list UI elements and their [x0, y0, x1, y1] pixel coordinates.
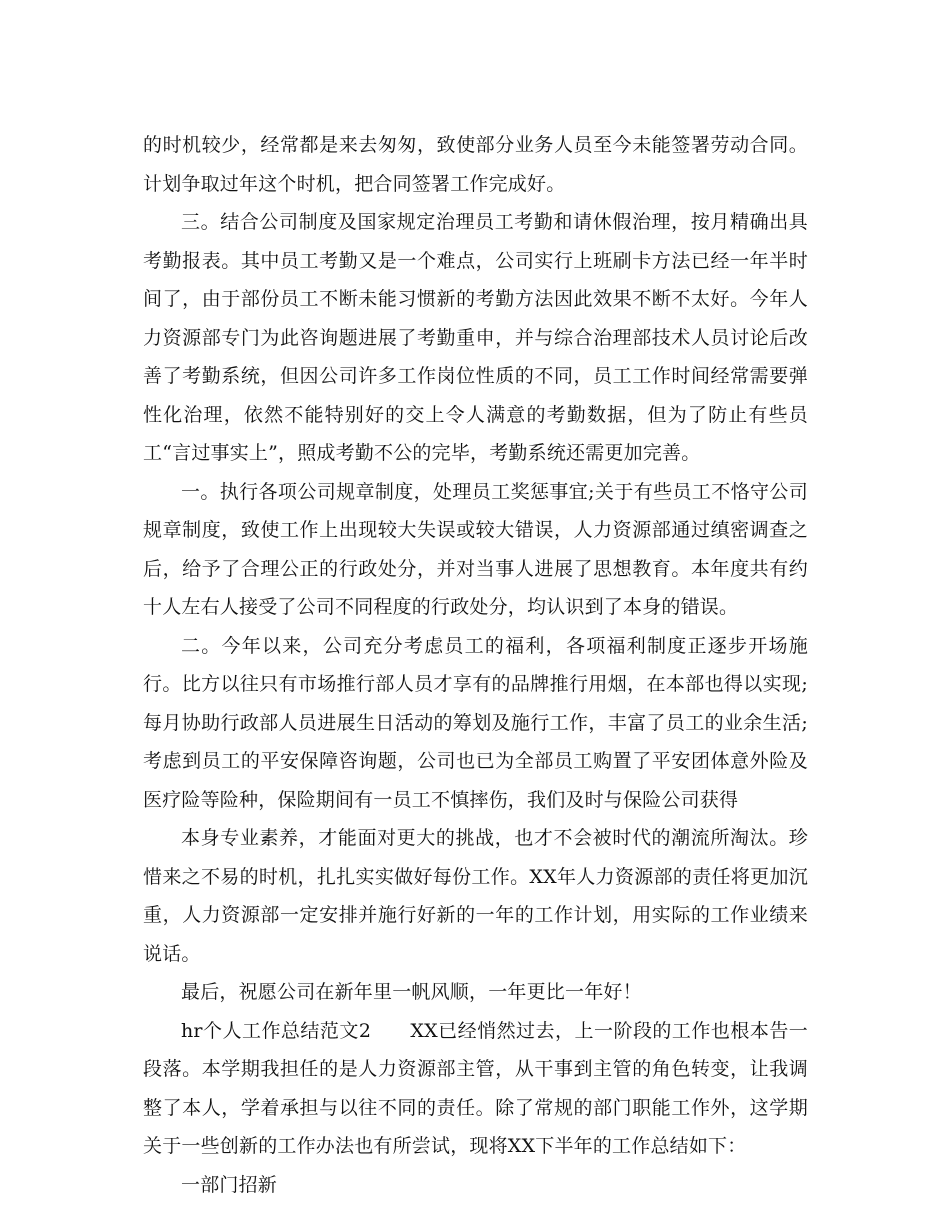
paragraph-rules: 一。执行各项公司规章制度，处理员工奖惩事宜;关于有些员工不恪守公司规章制度，致使工作上出现较大失误或较大错误，人力资源部通过缜密调查之后，给予了合理公正的行政处分，并对当事人进展了思想教育。本年度共有约十人左右人接受了公司不同程度的行政处分，均认识到了本身的错误。: [143, 480, 808, 618]
document-body: [143, 126, 808, 1204]
paragraph-attendance: 三。结合公司制度及国家规定治理员工考勤和请休假治理，按月精确出具考勤报表。其中员工考勤又是一个难点，公司实行上班刷卡方法已经一年半时间了，由于部份员工不断未能习惯新的考勤方法因此效果不断不太好。今年人力资源部专门为此咨询题进展了考勤重申，并与综合治理部技术人员讨论后改善了考勤系统，但因公司许多工作岗位性质的不同，员工工作时间经常需要弹性化治理，依然不能特别好的交上令人满意的考勤数据，但为了防止有些员工“言过事实上”，照成考勤不公的完毕，考勤系统还需更加完善。: [143, 211, 808, 464]
paragraph-continuation: 的时机较少，经常都是来去匆匆，致使部分业务人员至今未能签署劳动合同。计划争取过年这个时机，把合同签署工作完成好。: [143, 134, 808, 195]
paragraph-outlook: 本身专业素养，才能面对更大的挑战，也才不会被时代的潮流所淘汰。珍惜来之不易的时机，扎扎实实做好每份工作。XX年人力资源部的责任将更加沉重，人力资源部一定安排并施行好新的一年的工作计划，用实际的工作业绩来说话。: [143, 827, 808, 965]
paragraph-summary-intro: hr个人工作总结范文2 XX已经悄然过去，上一阶段的工作也根本告一段落。本学期我担任的是人力资源部主管，从干事到主管的角色转变，让我调整了本人，学着承担与以往不同的责任。除了常规的部门职能工作外，这学期关于一些创新的工作办法也有所尝试，现将XX下半年的工作总结如下：: [143, 1019, 808, 1157]
paragraph-wishes: 最后，祝愿公司在新年里一帆风顺，一年更比一年好！: [181, 981, 642, 1003]
paragraph-welfare: 二。今年以来，公司充分考虑员工的福利，各项福利制度正逐步开场施行。比方以往只有市场推行部人员才享有的品牌推行用烟，在本部也得以实现;每月协助行政部人员进展生日活动的筹划及施行工作，丰富了员工的业余生活;考虑到员工的平安保障咨询题，公司也已为全部员工购置了平安团体意外险及医疗险等险种，保险期间有一员工不慎摔伤，我们及时与保险公司获得: [143, 634, 808, 811]
section-heading-recruitment: 一部门招新: [181, 1173, 278, 1196]
